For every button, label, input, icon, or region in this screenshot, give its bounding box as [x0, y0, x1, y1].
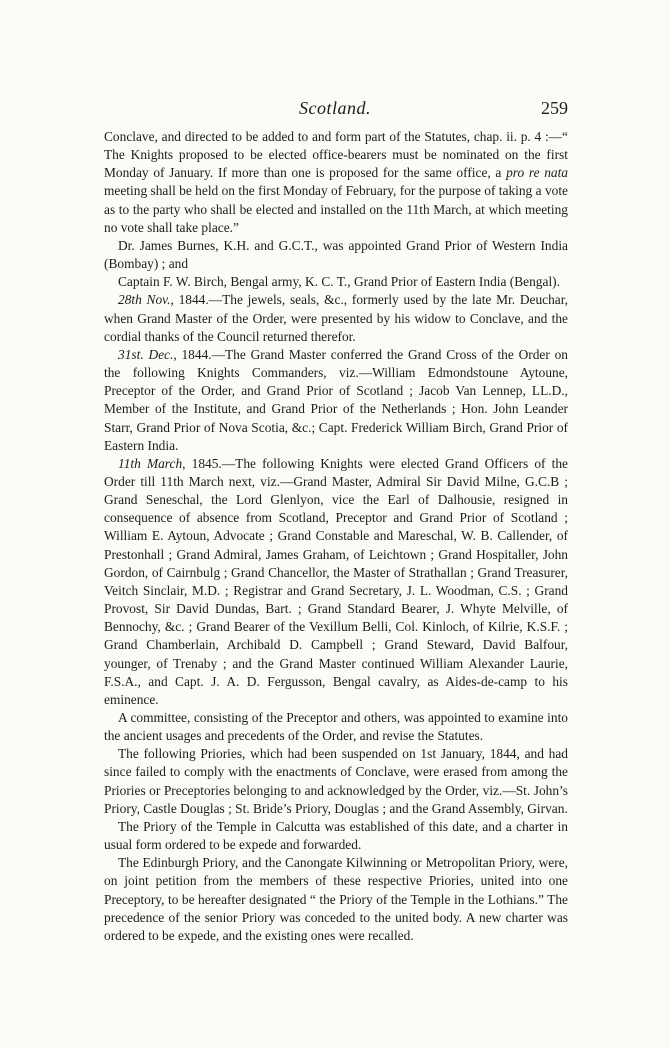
paragraph — [104, 273, 568, 291]
text-run: , 1844.—The Grand Master conferred the Grand Cross of the Order on the following Knights Commanders, viz.—William Edmondstoune Aytoune, Preceptor of the Order, and Grand Prior of Scotland ; Jacob Van Lennep, LL.D., Member of the Institute, and Grand Prior of the Netherlands ; Hon. John Leander Starr, Grand Prior of Nova Scotia, &c.; Capt. Frederick William Birch, Grand Prior of Eastern India. — [104, 346, 568, 453]
italic-run: 31st. Dec. — [118, 346, 174, 362]
text-run: , 1844.—The jewels, seals, &c., formerly used by the late Mr. Deuchar, when Grand Master of the Order, were presented by his widow to Conclave, and the cordial thanks of the Council returned therefor. — [104, 292, 568, 344]
paragraph — [104, 818, 568, 854]
text-run: The Priory of the Temple in Calcutta was established of this date, and a charter in usual form ordered to be expede and forwarded. — [104, 818, 568, 853]
paragraph — [104, 346, 568, 455]
page-number: 259 — [541, 98, 568, 118]
italic-run: 11th March — [118, 455, 183, 471]
text-run: A committee, consisting of the Preceptor and others, was appointed to examine into the ancient usages and precedents of the Order, and revise the Statutes. — [104, 710, 568, 744]
text-run: The following Priories, which had been suspended on 1st January, 1844, and had since failed to comply with the enactments of Conclave, were erased from among the Priories or Preceptories belonging to and acknowledged by the Order, viz.—St. John’s Priory, Castle Douglas ; St. Bride’s Priory, Douglas ; and the Grand Assembly, Girvan. — [104, 746, 568, 816]
paragraph — [104, 745, 568, 818]
text-run: The Edinburgh Priory, and the Canongate Kilwinning or Metropolitan Priory, were, on joint petition from the members of these respective Priories, united into one Preceptory, to be hereafter designated “ the Priory of the Temple in the Lothians.” The precedence of the senior Priory was conceded to the united body. A new charter was ordered to be expede, and the existing ones were recalled. — [104, 855, 568, 943]
text-run: Captain F. W. Birch, Bengal army, K. C. T., Grand Prior of Eastern India (Bengal). — [118, 274, 560, 290]
paragraph — [104, 237, 568, 273]
body-text — [104, 128, 568, 945]
paragraph — [104, 455, 568, 709]
text-run: , 1845.—The following Knights were elected Grand Officers of the Order till 11th March next, viz.—Grand Master, Admiral Sir David Milne, G.C.B ; Grand Seneschal, the Lord Glenlyon, vice the Earl of Dalhousie, resigned in consequence of absence from Scotland, Preceptor and Grand Prior of Scotland ; William E. Aytoun, Advocate ; Grand Constable and Mareschal, W. B. Callender, of Prestonhall ; Grand Admiral, James Graham, of Leichtown ; Grand Hospitaller, John Gordon, of Cairnbulg ; Grand Chancellor, the Master of Strathallan ; Grand Treasurer, Veitch Sinclair, M.D. ; Registrar and Grand Secretary, J. L. Woodman, C.S. ; Grand Provost, Sir David Dundas, Bart. ; Grand Standard Bearer, J. Whyte Melville, of Bennochy, &c. ; Grand Bearer of the Vexillum Belli, Col. Kinloch, of Kilrie, K.S.F. ; Grand Chamberlain, Archibald D. Campbell ; Grand Steward, David Balfour, younger, of Trenaby ; and the Grand Master continued William Alexander Laurie, F.S.A., and Capt. J. A. D. Fergusson, Bengal cavalry, as Aides-de-camp to his eminence. — [104, 455, 568, 707]
text-run: Dr. James Burnes, K.H. and G.C.T., was appointed Grand Prior of Western India (Bombay) ; and — [104, 237, 568, 272]
paragraph — [104, 128, 568, 237]
paragraph — [104, 291, 568, 345]
paragraph — [104, 854, 568, 945]
italic-run: pro re nata — [506, 165, 568, 181]
text-run: Conclave, and directed to be added to and form part of the Statutes, chap. ii. p. 4 :—“ The Knights proposed to be elected office-bearers must be nominated on the first Monday of January. If more than one is proposed for the same office, a — [104, 129, 568, 181]
paragraph — [104, 709, 568, 745]
running-title: Scotland. — [299, 98, 371, 118]
text-run: meeting shall be held on the first Monday of February, for the purpose of taking a vote as to the party who shall be elected and installed on the 11th March, at which meeting no vote shall take place.” — [104, 183, 568, 235]
italic-run: 28th Nov. — [118, 292, 171, 308]
page-header — [0, 98, 670, 122]
